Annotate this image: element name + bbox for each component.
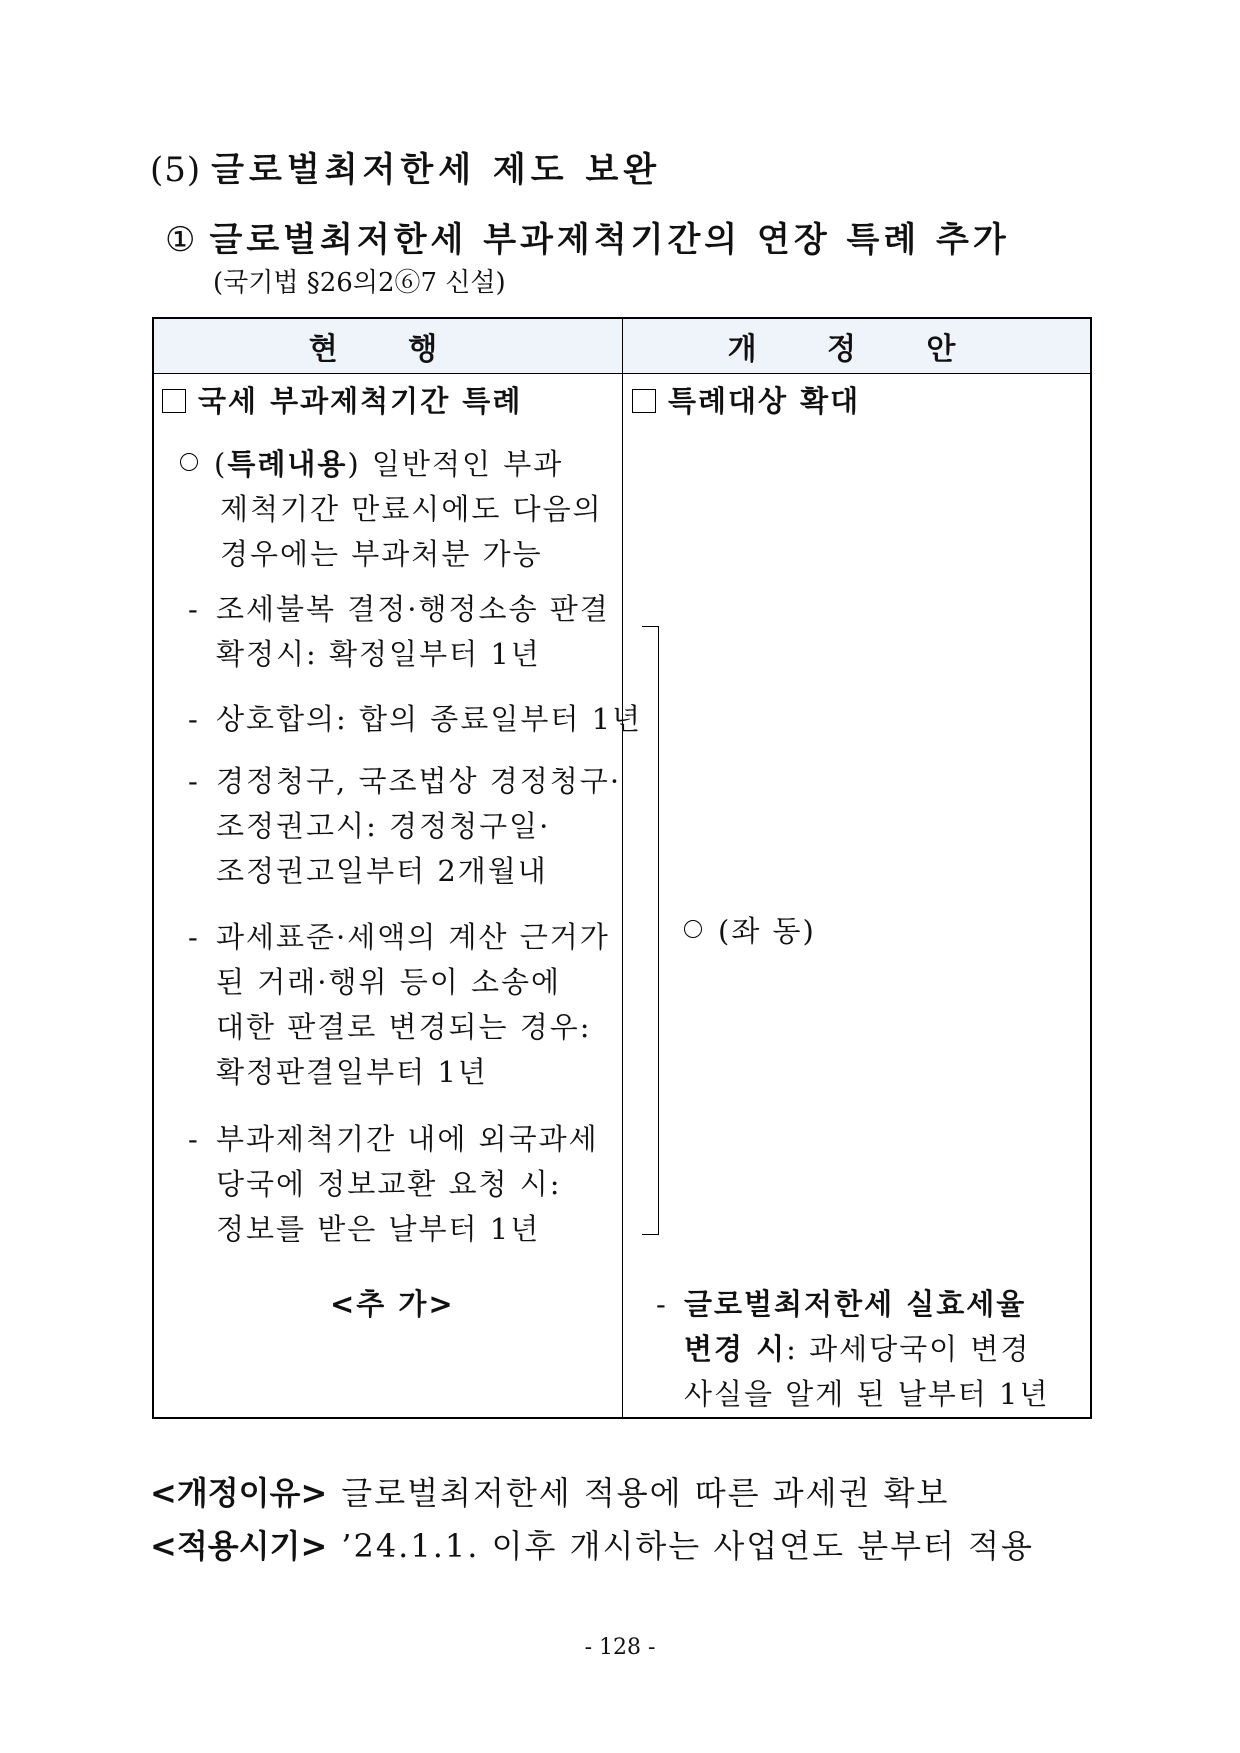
left-heading: 국세 부과제척기간 특례 [162,379,522,424]
left-intro-line-1: (특례내용) 일반적인 부과 [180,442,563,487]
left-item-5-line-3: 정보를 받은 날부터 1년 [216,1212,541,1246]
section-title [150,142,661,191]
left-added-note: <추 가> [330,1287,455,1321]
left-item-3-line-1: - 경정청구, 국조법상 경정청구· [188,764,622,798]
header-proposed: 개 정 안 [623,319,1090,374]
left-item-4-line-1: - 과세표준·세액의 계산 근거가 [188,920,610,954]
header-current: 현 행 [154,319,623,374]
subsection-title [165,212,1010,261]
intro-bold-label: 특례내용 [227,447,348,481]
section-title-text: 글로벌최저한세 제도 보완 [211,150,662,190]
circle-bullet-icon [180,453,198,471]
left-item-3-line-2: 조정권고시: 경정청구일· [216,809,551,843]
amendment-reason [150,1468,949,1514]
right-new-line-2: 변경 시: 과세당국이 변경 [684,1332,1031,1366]
circle-bullet-icon [684,920,702,938]
bracket-icon [642,626,659,1235]
checkbox-square-icon [632,389,656,413]
left-item-1-line-1: - 조세불복 결정·행정소송 판결 [188,592,610,626]
right-new-line-3: 사실을 알게 된 날부터 1년 [684,1377,1050,1411]
left-intro-line-2: 제척기간 만료시에도 다음의 [220,492,603,526]
left-item-3-line-3: 조정권고일부터 2개월내 [216,854,548,888]
page-number: - 128 - [584,1635,656,1660]
left-item-4-line-3: 대한 판결로 변경되는 경우: [216,1010,592,1044]
checkbox-square-icon [162,389,186,413]
right-same-as-left: (좌 동) [684,909,816,954]
comparison-table [152,317,1092,1419]
right-heading: 특례대상 확대 [632,379,860,424]
subsection-number: ① [165,220,196,260]
timing-text: ’24.1.1. 이후 개시하는 사업연도 분부터 적용 [341,1527,1034,1565]
subsection-title-text: 글로벌최저한세 부과제척기간의 연장 특례 추가 [209,220,1010,260]
left-intro-line-3: 경우에는 부과처분 가능 [220,537,543,571]
right-new-line-1: - 글로벌최저한세 실효세율 [656,1287,1027,1321]
legal-reference: (국기법 §26의2⑥7 신설) [213,268,506,298]
application-timing [150,1521,1034,1567]
reason-label: <개정이유> [150,1474,328,1512]
left-item-2-line-1: - 상호합의: 합의 종료일부터 1년 [188,702,643,736]
left-item-5-line-2: 당국에 정보교환 요청 시: [216,1167,562,1201]
column-divider [622,373,623,1417]
left-item-4-line-4: 확정판결일부터 1년 [216,1055,488,1089]
timing-label: <적용시기> [150,1527,328,1565]
left-item-5-line-1: - 부과제척기간 내에 외국과세 [188,1122,599,1156]
left-item-1-line-2: 확정시: 확정일부터 1년 [216,637,541,671]
section-number: (5) [150,150,202,190]
left-item-4-line-2: 된 거래·행위 등이 소송에 [216,965,562,999]
reason-text: 글로벌최저한세 적용에 따른 과세권 확보 [341,1474,950,1512]
